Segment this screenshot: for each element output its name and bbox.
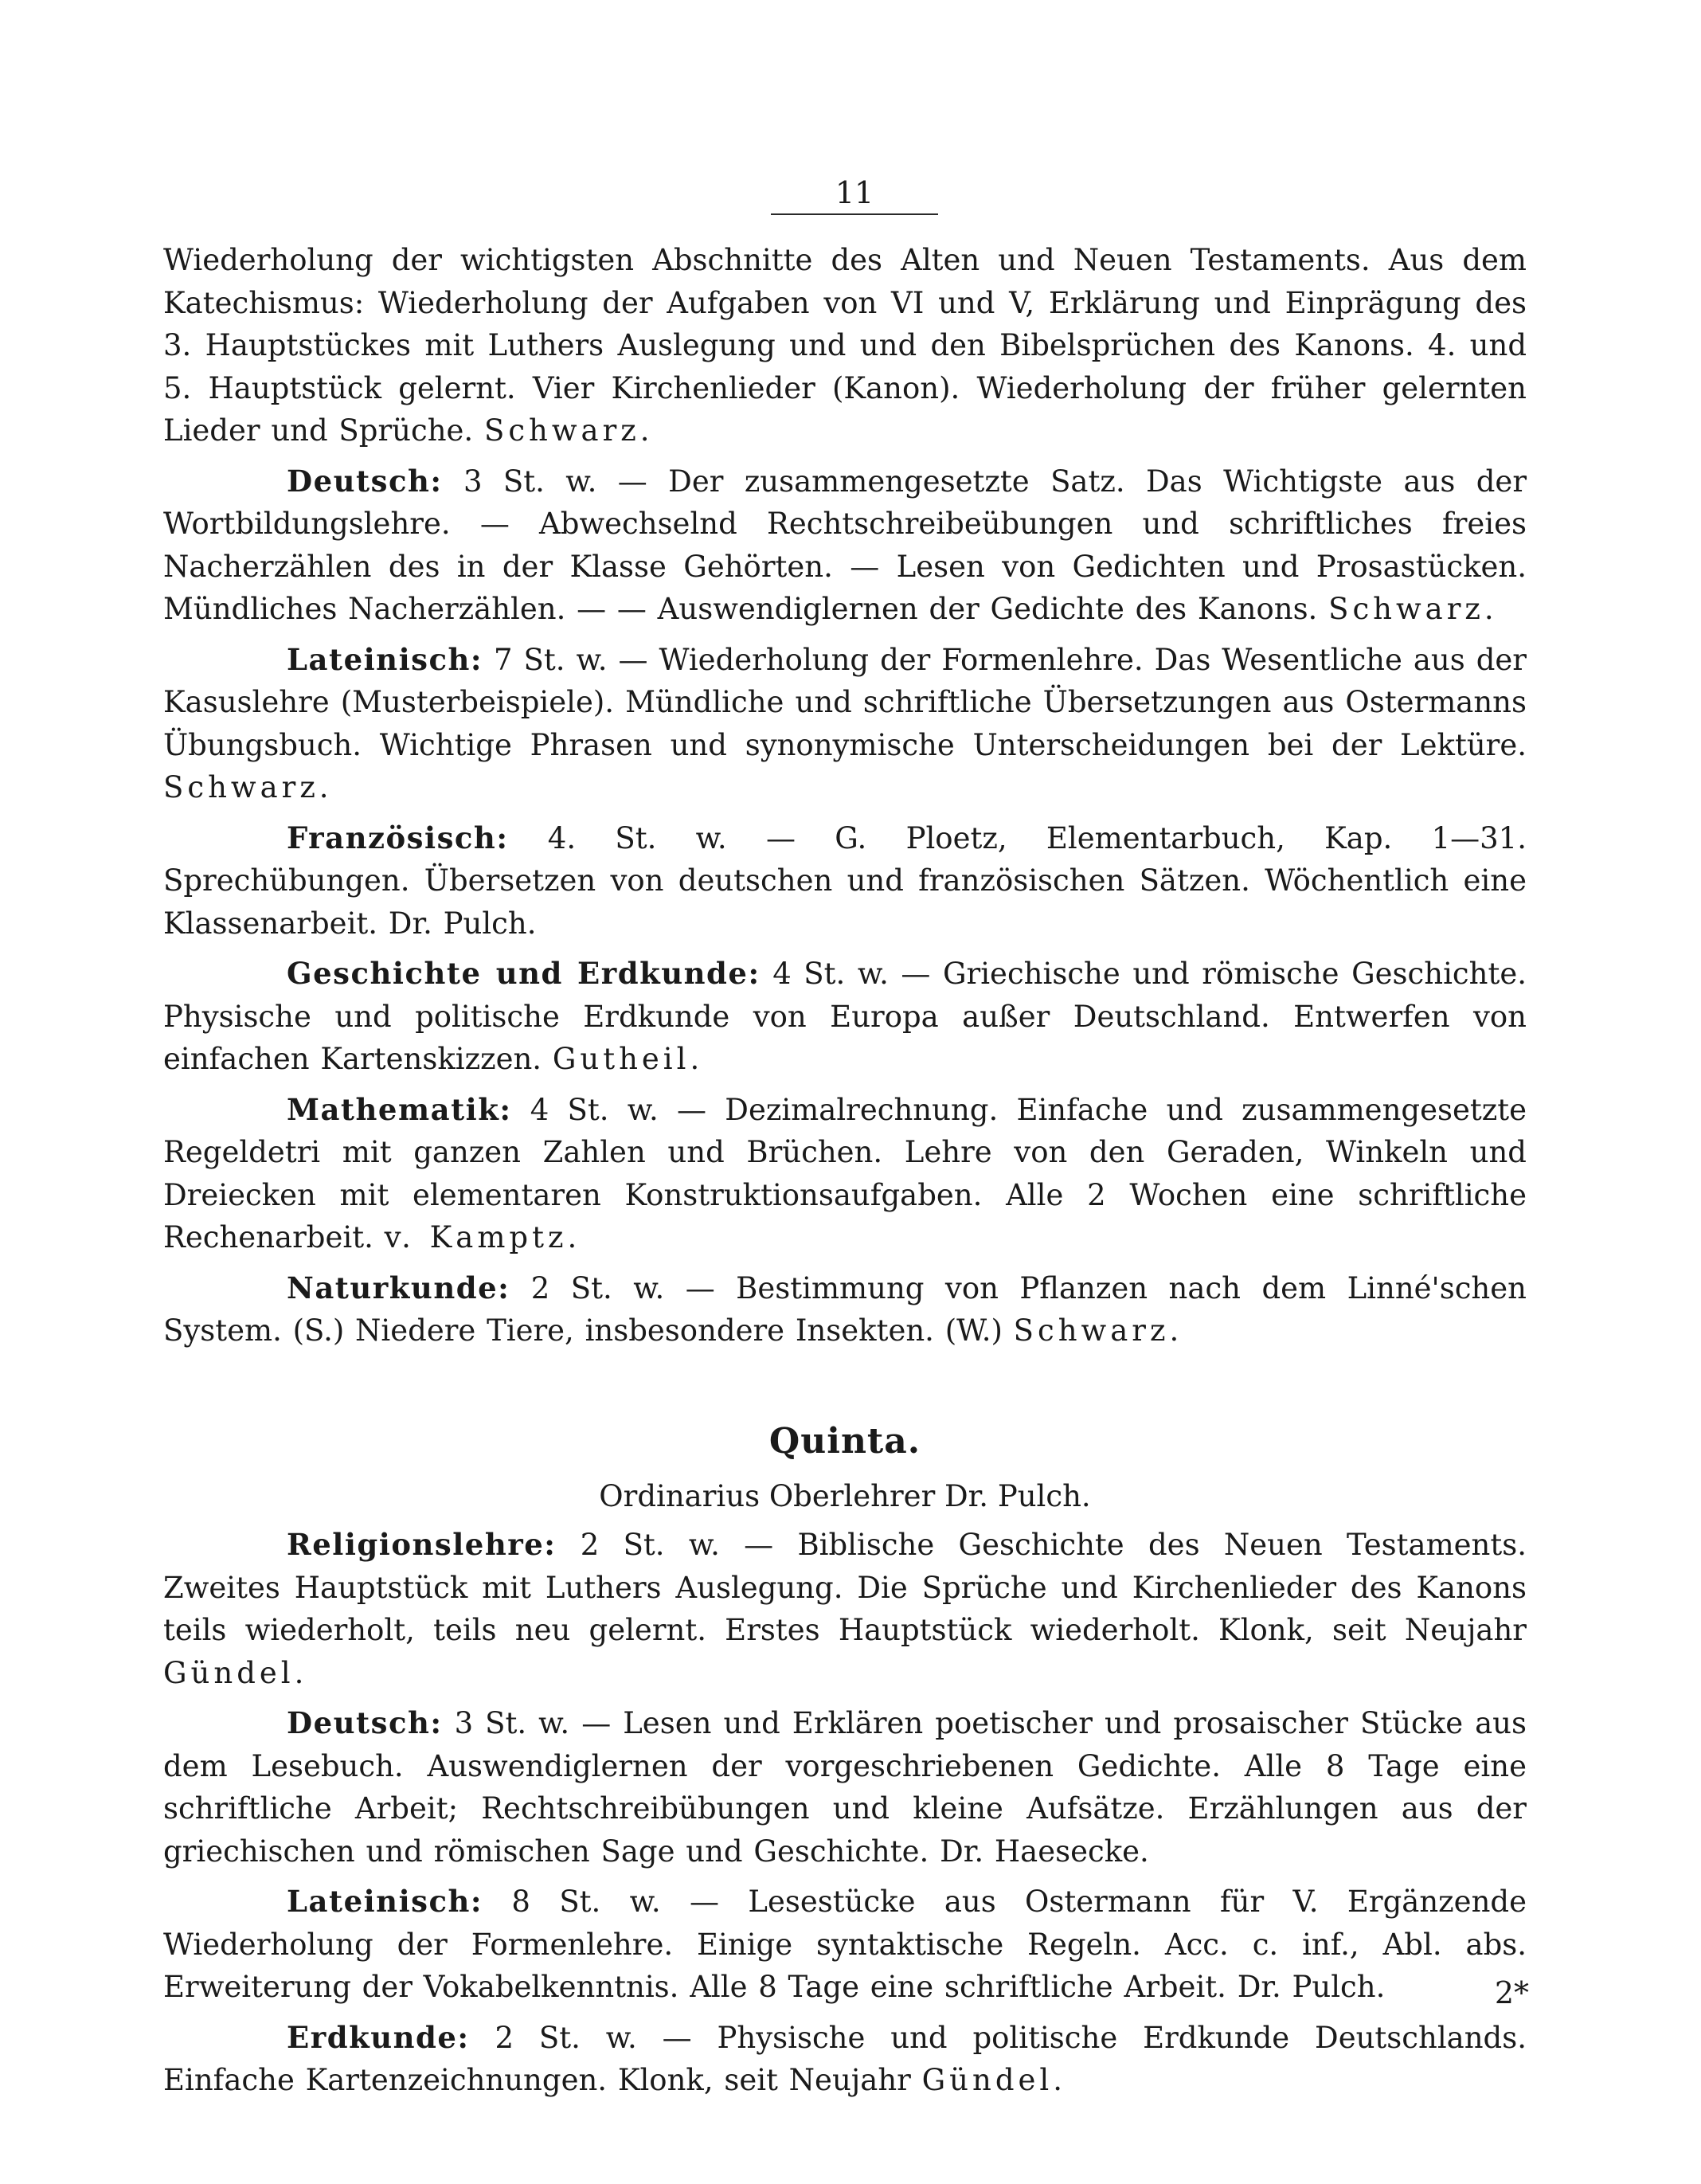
religion-continuation-paragraph: [163, 239, 1527, 452]
teacher-name: v. Kamptz.: [384, 1220, 581, 1254]
teacher-name: Schwarz.: [483, 413, 654, 448]
subject-paragraph-religionslehre: [163, 1524, 1527, 1694]
subject-text: 2 St. w. — Physische und politische Erdkunde Deutschlands. Einfache Kartenzeichnungen. Klonk, seit Neujahr: [163, 2020, 1527, 2097]
teacher-name: Schwarz.: [163, 770, 333, 804]
section-subtitle-ordinarius: Ordinarius Oberlehrer Dr. Pulch.: [599, 1478, 1091, 1513]
page-number: 11: [835, 175, 874, 210]
printer-signature-mark: 2*: [1494, 1975, 1529, 2010]
teacher-name: Dr. Pulch.: [388, 906, 537, 941]
teacher-name: Dr. Haesecke.: [940, 1834, 1149, 1869]
subject-text: 2 St. w. — Biblische Geschichte des Neuen Testaments. Zweites Hauptstück mit Luthers Auslegung. Die Sprüche und Kirchenlieder des Kanons teils wiederholt, teils neu gelernt. Erstes Hauptstück wiederholt. Klonk, seit Neujahr: [163, 1528, 1527, 1647]
teacher-name: Schwarz.: [1328, 592, 1498, 626]
subject-paragraph-naturkunde: [163, 1267, 1527, 1352]
subject-heading: Französisch:: [287, 820, 509, 855]
subject-paragraph-lateinisch: [163, 639, 1527, 809]
subject-heading: Mathematik:: [287, 1091, 512, 1127]
subject-text: 2 St. w. — Bestimmung von Pflanzen nach dem Linné'schen System. (S.) Niedere Tiere, insbesondere Insekten. (W.): [163, 1270, 1527, 1348]
teacher-name: Gündel.: [921, 2063, 1067, 2097]
teacher-name: Schwarz.: [1013, 1313, 1183, 1348]
subject-heading: Lateinisch:: [287, 1884, 483, 1919]
subject-heading: Deutsch:: [287, 463, 443, 499]
subject-text: 4 St. w. — Dezimalrechnung. Einfache und zusammengesetzte Regeldetri mit ganzen Zahlen und Brüchen. Lehre von den Geraden, Winkeln und Dreiecken mit elementaren Konstruktionsaufgaben. Alle 2 Wochen eine schriftliche Rechenarbeit.: [163, 1092, 1527, 1254]
subject-paragraph-deutsch: [163, 460, 1527, 631]
subject-paragraph-lateinisch-quinta: [163, 1881, 1527, 2009]
subject-paragraph-deutsch-quinta: [163, 1702, 1527, 1873]
subject-paragraph-erdkunde-quinta: [163, 2017, 1527, 2102]
paragraph-text: Wiederholung der wichtigsten Abschnitte des Alten und Neuen Testaments. Aus dem Katechismus: Wiederholung der Aufgaben von VI und V, Erklärung und Einprägung des 3. Hauptstückes mit Luthers Auslegung und und den Bibelsprüchen des Kanons. 4. und 5. Hauptstück gelernt. Vier Kirchenlieder (Kanon). Wiederholung der früher gelernten Lieder und Sprüche.: [163, 243, 1527, 448]
page-number-rule: [771, 213, 938, 215]
subject-heading: Erdkunde:: [287, 2019, 470, 2055]
subject-heading: Geschichte und Erdkunde:: [287, 956, 761, 991]
section-heading-quinta: Quinta.: [768, 1420, 921, 1462]
page-body: [163, 239, 1527, 2102]
subject-text: 8 St. w. — Lesestücke aus Ostermann für V. Ergänzende Wiederholung der Formenlehre. Einige syntaktische Regeln. Acc. c. inf., Abl. abs. Erweiterung der Vokabelkenntnis. Alle 8 Tage eine schriftliche Arbeit.: [163, 1885, 1527, 2004]
subject-paragraph-geschichte-erdkunde: [163, 953, 1527, 1081]
teacher-name: Gündel.: [163, 1655, 308, 1690]
subject-heading: Religionslehre:: [287, 1527, 557, 1562]
subject-heading: Deutsch:: [287, 1705, 443, 1740]
subject-text: 3 St. w. — Lesen und Erklären poetischer und prosaischer Stücke aus dem Lesebuch. Auswendiglernen der vorgeschriebenen Gedichte. Alle 8 Tage eine schriftliche Arbeit; Rechtschreibübungen und kleine Aufsätze. Erzählungen aus der griechischen und römischen Sage und Geschichte.: [163, 1706, 1527, 1869]
subject-text: 7 St. w. — Wiederholung der Formenlehre. Das Wesentliche aus der Kasuslehre (Musterbeispiele). Mündliche und schriftliche Übersetzungen aus Ostermanns Übungsbuch. Wichtige Phrasen und synonymische Unterscheidungen bei der Lektüre.: [163, 642, 1527, 762]
subject-heading: Lateinisch:: [287, 641, 483, 677]
teacher-name: Dr. Pulch.: [1237, 1970, 1386, 2004]
teacher-name: Gutheil.: [552, 1042, 704, 1076]
subject-paragraph-franzoesisch: [163, 817, 1527, 945]
subject-text: 4. St. w. — G. Ploetz, Elementarbuch, Kap. 1—31. Sprechübungen. Übersetzen von deutschen und französischen Sätzen. Wöchentlich eine Klassenarbeit.: [163, 820, 1527, 941]
subject-text: 4 St. w. — Griechische und römische Geschichte. Physische und politische Erdkunde von Europa außer Deutschland. Entwerfen von einfachen Kartenskizzen.: [163, 957, 1527, 1076]
subject-heading: Naturkunde:: [287, 1270, 510, 1305]
subject-text: 3 St. w. — Der zusammengesetzte Satz. Das Wichtigste aus der Wortbildungslehre. — Abwechselnd Rechtschreibeübungen und schriftliches freies Nacherzählen des in der Klasse Gehörten. — Lesen von Gedichten und Prosastücken. Mündliches Nacherzählen. — — Auswendiglernen der Gedichte des Kanons.: [163, 464, 1527, 626]
subject-paragraph-mathematik: [163, 1089, 1527, 1259]
